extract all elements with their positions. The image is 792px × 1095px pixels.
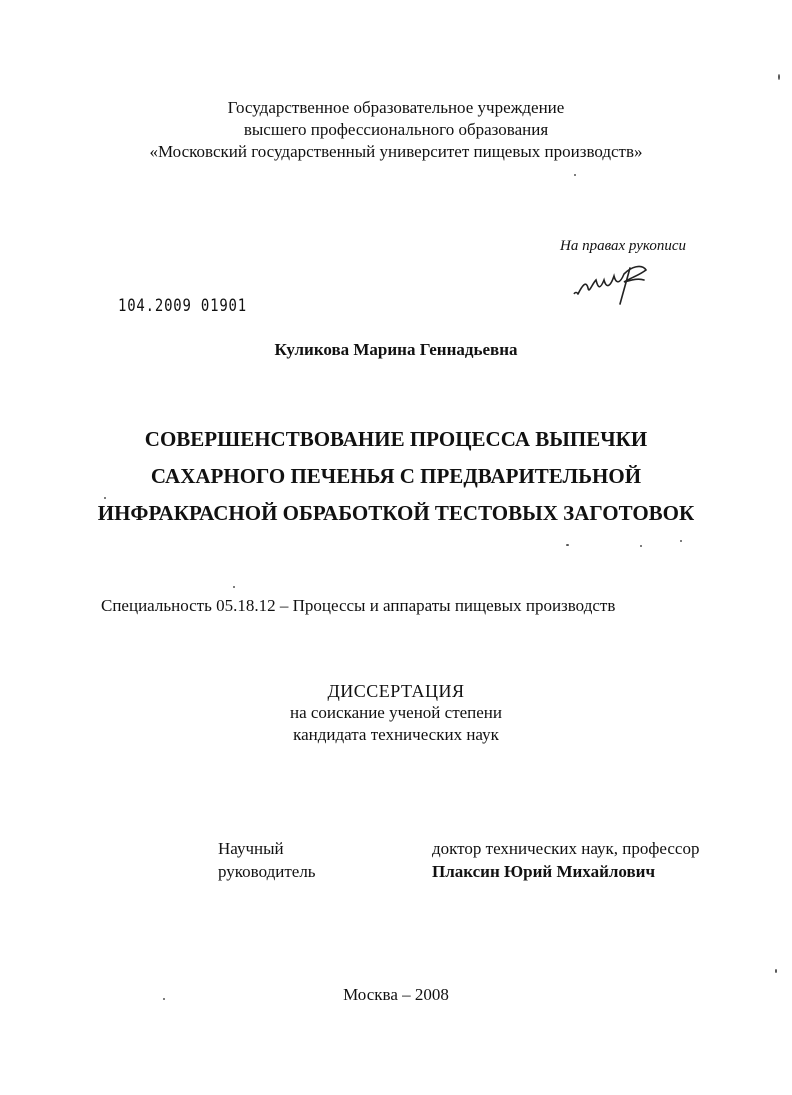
scan-speck [680,540,682,542]
author-name: Куликова Марина Геннадьевна [274,340,518,359]
institution-line-1: Государственное образовательное учреждение [227,98,565,117]
title-line-2: САХАРНОГО ПЕЧЕНЬЯ С ПРЕДВАРИТЕЛЬНОЙ [150,464,642,488]
supervisor-name: Плаксин Юрий Михайлович [432,862,656,881]
degree-line-2: кандидата технических наук [293,725,499,744]
specialty-line: Специальность 05.18.12 – Процессы и аппараты пищевых производств [101,596,616,615]
scan-speck [104,497,106,499]
institution-block [0,97,792,163]
title-line-1: СОВЕРШЕНСТВОВАНИЕ ПРОЦЕССА ВЫПЕЧКИ [144,427,648,451]
supervisor-label-line-1: Научный [218,839,284,858]
scan-speck [778,74,780,80]
title-line-3: ИНФРАКРАСНОЙ ОБРАБОТКОЙ ТЕСТОВЫХ ЗАГОТОВОК [97,501,695,525]
institution-line-3: «Московский государственный университет пищевых производств» [149,142,643,161]
supervisor-degree: доктор технических наук, профессор [432,839,700,858]
degree-line-1: на соискание ученой степени [289,703,503,722]
dissertation-title [0,421,792,532]
scan-speck [574,174,576,176]
institution-line-2: высшего профессионального образования [243,120,549,139]
scan-speck [233,586,235,588]
signature-icon [572,258,662,310]
supervisor-info [432,837,699,883]
scan-speck [775,969,777,973]
scan-speck [640,545,642,547]
supervisor-label-line-2: руководитель [218,862,316,881]
scan-speck [163,998,165,1000]
dissertation-heading: ДИССЕРТАЦИЯ [327,681,465,701]
city-year: Москва – 2008 [343,985,449,1004]
dissertation-block [0,680,792,746]
registration-number: 104.2009 01901 [118,296,247,316]
scan-speck [566,544,569,546]
manuscript-rights-note: На правах рукописи [560,238,686,254]
supervisor-label [218,837,316,883]
